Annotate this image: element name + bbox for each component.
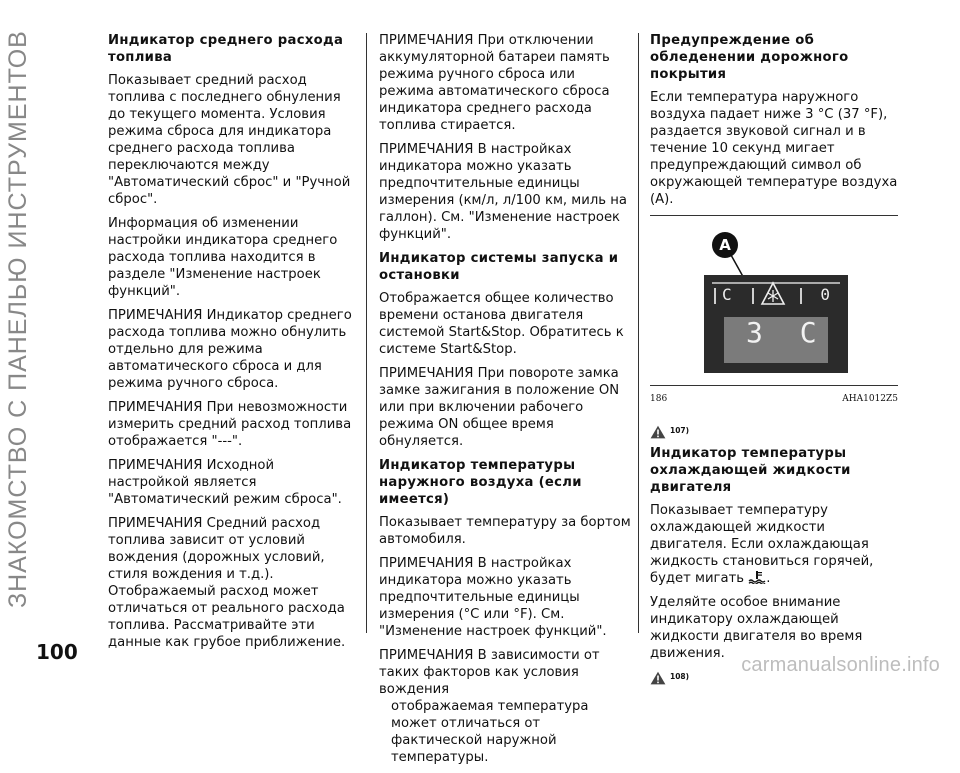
section-heading-avg-fuel: Индикатор среднего расхода топлива: [108, 33, 344, 65]
section-heading-ice-warning: Предупреждение об обледенении дорожного покрытия: [650, 33, 849, 82]
warning-triangle-icon: [650, 425, 666, 439]
callout-label: A: [712, 232, 738, 258]
figure-number: 186: [650, 394, 668, 404]
warning-ref-number: 107): [670, 426, 690, 435]
paragraph-text: Показывает температуру охлаждающей жидкости двигателя. Если охлаждающая жидкость становиться горячей, будет мигать: [650, 503, 874, 586]
note-paragraph: ПРИМЕЧАНИЯ При невозможности измерить средний расход топлива отображается "---".: [108, 400, 352, 449]
column-3: [650, 32, 898, 691]
gauge-right-label: 0: [820, 285, 830, 304]
temperature-readout: [724, 317, 828, 363]
paragraph-end: .: [766, 571, 771, 586]
section-heading-start-stop: Индикатор системы запуска и остановки: [379, 251, 619, 283]
gauge-tick: [800, 288, 802, 304]
watermark: carmanualsonline.info: [741, 654, 940, 676]
instrument-display-panel: [704, 275, 848, 373]
section-side-title: ЗНАКОМСТВО С ПАНЕЛЬЮ ИНСТРУМЕНТОВ: [4, 30, 32, 608]
note-paragraph: ПРИМЕЧАНИЯ При повороте замка замке зажигания в положение ON или при включении рабочего режима ON общее время обнуляется.: [379, 366, 620, 449]
section-heading-outside-temp: Индикатор температуры наружного воздуха (если имеется): [379, 458, 582, 507]
note-paragraph: ПРИМЕЧАНИЯ В настройках индикатора можно указать предпочтительные единицы измерения (°C или °F). См. "Изменение настроек функций".: [379, 556, 607, 639]
gauge-tick: [714, 288, 716, 304]
figure-outside-temp-display: [650, 215, 898, 404]
note-paragraph: ПРИМЕЧАНИЯ Исходной настройкой является "Автоматический режим сброса".: [108, 458, 342, 507]
coolant-temperature-icon: [748, 570, 766, 584]
note-paragraph-continued: отображаемая температура может отличаться от фактической наружной температуры.: [391, 699, 589, 765]
note-paragraph: ПРИМЕЧАНИЯ Индикатор среднего расхода топлива можно обнулить отдельно для режима автоматического сброса и для режима ручного сброса.: [108, 308, 352, 391]
figure-code: AHA1012Z5: [842, 394, 898, 404]
column-divider: [366, 33, 367, 633]
paragraph: Информация об изменении настройки индикатора среднего расхода топлива находится в разделе "Изменение настроек функций".: [108, 216, 338, 299]
figure-bottom-rule: [650, 385, 898, 386]
warning-triangle-icon: [650, 671, 666, 685]
paragraph: Показывает температуру за бортом автомобиля.: [379, 515, 631, 547]
gauge-left-label: C: [722, 285, 732, 304]
warning-ref-number: 108): [670, 672, 690, 681]
paragraph: Уделяйте особое внимание индикатору охлаждающей жидкости двигателя во время движения.: [650, 595, 863, 661]
column-divider: [638, 33, 639, 633]
paragraph: [650, 502, 898, 587]
note-paragraph: ПРИМЕЧАНИЯ Средний расход топлива зависит от условий вождения (дорожных условий, стиля вождения и т.д.). Отображаемый расход может отличаться от реального расхода топлива. Рассматривайте эти данные как грубое приближение.: [108, 516, 346, 650]
paragraph: Если температура наружного воздуха падает ниже 3 °C (37 °F), раздается звуковой сигнал и в течение 10 секунд мигает предупреждающий символ об окружающей температуре воздуха (A).: [650, 90, 898, 207]
paragraph: Отображается общее количество времени останова двигателя системой Start&Stop. Обратитесь к системе Start&Stop.: [379, 291, 624, 357]
section-heading-coolant-temp: Индикатор температуры охлаждающей жидкости двигателя: [650, 446, 851, 495]
ice-warning-icon: [760, 281, 786, 307]
column-2: [379, 32, 631, 773]
warning-reference: [650, 423, 898, 439]
note-paragraph: ПРИМЕЧАНИЯ В зависимости от таких факторов как условия вождения: [379, 648, 600, 697]
temperature-value: 3 C: [746, 316, 827, 349]
gauge-tick: [752, 288, 754, 304]
paragraph: Показывает средний расход топлива с последнего обнуления до текущего момента. Условия режима сброса для индикатора среднего расхода топлива переключаются между "Автоматический сброс" и "Ручной сброс".: [108, 73, 351, 207]
note-paragraph: ПРИМЕЧАНИЯ В настройках индикатора можно указать предпочтительные единицы измерения (км/л, л/100 км, миль на галлон). См. "Изменение настроек функций".: [379, 142, 627, 242]
column-1: [108, 32, 358, 658]
page-number: 100: [36, 640, 78, 664]
note-paragraph: ПРИМЕЧАНИЯ При отключении аккумуляторной батареи память режима ручного сброса или режима автоматического сброса индикатора среднего расхода топлива стирается.: [379, 33, 610, 133]
